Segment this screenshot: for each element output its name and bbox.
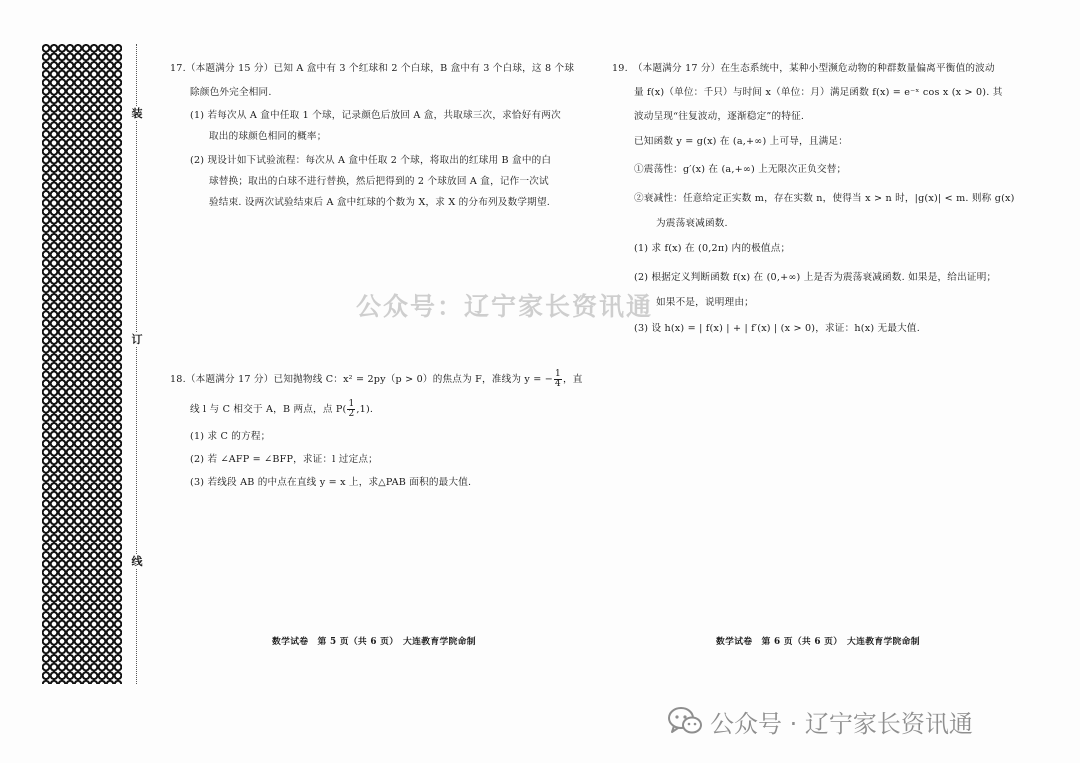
q18-part1: (1) 求 C 的方程；: [190, 431, 271, 442]
q17-part1-line1: (1) 若每次从 A 盒中任取 1 个球，记录颜色后放回 A 盒，共取球三次，求恰好有两次: [190, 110, 561, 121]
watermark-bottom-text: 公众号 · 辽宁家长资讯通: [710, 709, 973, 738]
q17-part2-line1: (2) 现设计如下试验流程：每次从 A 盒中任取 2 个球，将取出的红球用 B 盒中的白: [190, 155, 552, 166]
q18-frac-half-den: 2: [348, 409, 355, 419]
q18-part2: (2) 若 ∠AFP = ∠BFP，求证：l 过定点；: [190, 454, 378, 465]
q19-line4: 已知函数 y = g(x) 在 (a,+∞) 上可导，且满足：: [634, 136, 848, 147]
wechat-icon: [668, 706, 702, 736]
q17-line1: 17.（本题满分 15 分）已知 A 盒中有 3 个红球和 2 个白球，B 盒中有 3 个白球，这 8 个球: [170, 63, 575, 74]
q18-line1-text: 18.（本题满分 17 分）已知抛物线 C：x² = 2py（p > 0）的焦点为 F，准线为 y = −: [170, 374, 554, 385]
binding-pattern: [42, 44, 122, 684]
binding-char-zhuang: 装: [131, 107, 143, 120]
q19-line1: 19. （本题满分 17 分）在生态系统中，某种小型濒危动物的种群数量偏离平衡值的波动: [612, 63, 995, 74]
q18-part3: (3) 若线段 AB 的中点在直线 y = x 上，求△PAB 面积的最大值.: [190, 477, 472, 488]
q18-line2-text: 线 l 与 C 相交于 A，B 两点，点 P(: [190, 404, 347, 415]
q17-part2-line3: 验结束. 设两次试验结束后 A 盒中红球的个数为 X，求 X 的分布列及数学期望.: [209, 197, 550, 208]
q19-condition2-line2: 为震荡衰减函数.: [656, 218, 728, 229]
watermark-center: 公众号：辽宁家长资讯通: [356, 292, 654, 321]
q18-line2-tail: ,1).: [356, 404, 374, 415]
q19-line2: 量 f(x)（单位：千只）与时间 x（单位：月）满足函数 f(x) = e⁻ˣ cos x (x > 0). 其: [634, 87, 1003, 98]
binding-char-xian: 线: [131, 555, 143, 568]
q18-frac-quarter: [554, 370, 562, 389]
q18-line2: [190, 400, 373, 419]
binding-char-ding: 订: [131, 333, 143, 346]
page6-footer: 数学试卷 第 6 页（共 6 页） 大连教育学院命制: [716, 637, 920, 647]
q18-frac-half-num: 1: [348, 399, 355, 409]
binding-dotted-line: [136, 44, 137, 684]
q19-part3: (3) 设 h(x) = | f(x) | + | f′(x) | (x > 0)，求证：h(x) 无最大值.: [634, 323, 920, 334]
q18-frac-quarter-num: 1: [555, 369, 561, 379]
q17-part1-line2: 取出的球颜色相同的概率；: [209, 131, 327, 142]
watermark-bottom: [668, 703, 973, 739]
q18-frac-half: [347, 400, 355, 419]
q19-condition2-line1: ②衰减性：任意给定正实数 m，存在实数 n，使得当 x > n 时，|g(x)| < m. 则称 g(x): [634, 193, 1015, 204]
q19-part2-line2: 如果不是，说明理由；: [656, 297, 754, 308]
q18-frac-quarter-den: 4: [555, 379, 561, 389]
page5-footer: 数学试卷 第 5 页（共 6 页） 大连教育学院命制: [272, 637, 476, 647]
q17-line2: 除颜色外完全相同.: [190, 87, 272, 98]
q19-condition1: ①震荡性：g′(x) 在 (a,+∞) 上无限次正负交替；: [634, 164, 847, 175]
q18-line1: [170, 370, 583, 389]
q19-line3: 波动呈现“往复波动，逐渐稳定”的特征.: [634, 111, 805, 122]
q17-part2-line2: 球替换；取出的白球不进行替换，然后把得到的 2 个球放回 A 盒，记作一次试: [209, 176, 549, 187]
q19-part2-line1: (2) 根据定义判断函数 f(x) 在 (0,+∞) 上是否为震荡衰减函数. 如果是，给出证明；: [634, 272, 997, 283]
q19-part1: (1) 求 f(x) 在 (0,2π) 内的极值点；: [634, 243, 791, 254]
q18-line1-tail: ，直: [562, 374, 583, 385]
